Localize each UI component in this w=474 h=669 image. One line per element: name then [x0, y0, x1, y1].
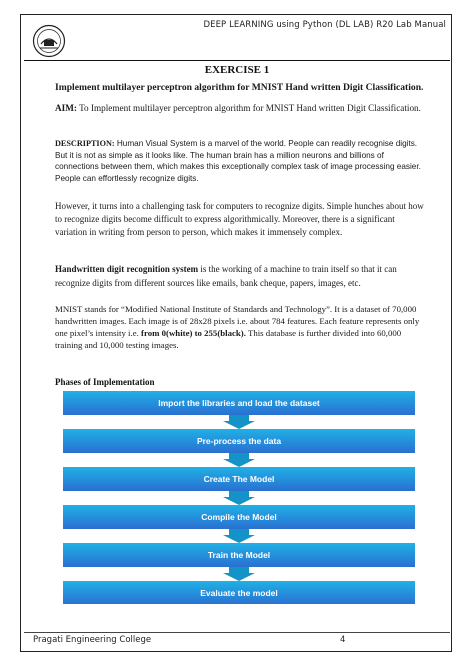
header-rule — [24, 60, 450, 61]
description-label: DESCRIPTION: — [55, 139, 115, 148]
phases-title: Phases of Implementation — [55, 377, 155, 387]
footer-college: Pragati Engineering College — [33, 635, 152, 645]
handwritten-label: Handwritten digit recognition system — [55, 264, 199, 274]
flow-arrow-icon — [223, 491, 255, 505]
flow-step-label: Import the libraries and load the dataset — [158, 398, 320, 408]
flow-arrow-icon — [223, 567, 255, 581]
college-logo-emblem — [32, 24, 66, 58]
handwritten-paragraph — [55, 262, 427, 290]
flow-step-label: Evaluate the model — [200, 588, 278, 598]
however-paragraph: However, it turns into a challenging task for computers to recognize digits. Simple hunches about how to recognize digits become difficult to express algorithmically. Moreover, there is a significant variation in writing from person to person, which makes it immensely complex. — [55, 201, 424, 237]
exercise-heading: Implement multilayer perceptron algorithm for MNIST Hand written Digit Classification. — [55, 82, 424, 93]
flow-step-label: Train the Model — [207, 550, 271, 560]
aim-text: To Implement multilayer perceptron algorithm for MNIST Hand written Digit Classification. — [76, 103, 421, 113]
aim-label: AIM: — [55, 103, 77, 113]
description-paragraph — [55, 138, 427, 184]
mnist-bold-range: from 0(white) to 255(black). — [141, 328, 246, 338]
flow-step-label: Pre-process the data — [196, 436, 282, 446]
manual-header-title: DEEP LEARNING using Python (DL LAB) R20 Lab Manual — [203, 20, 446, 30]
footer-rule — [24, 632, 450, 633]
flow-arrow-icon — [223, 453, 255, 467]
flow-arrow-icon — [223, 529, 255, 543]
mnist-text-1: MNIST stands for “Modified National Institute of Standards and Technology”. It is a dataset of 70,000 handwritten images. Each image is of 28x28 pixels i.e. about 784 features. Each feature represents only one pixel’s intensity i.e. — [55, 304, 420, 338]
flow-step-label: Compile the Model — [201, 512, 277, 522]
flow-step-label: Create The Model — [203, 474, 275, 484]
mnist-text-2: This database is further divided into 60,000 training and 10,000 testing images. — [55, 328, 402, 350]
exercise-title: EXERCISE 1 — [204, 64, 270, 76]
description-text: Human Visual System is a marvel of the world. People can readily recognise digits. But it is not as simple as it looks like. The human brain has a million neurons and billions of connections between them, which makes this exceptionally complex task of image processing easier. People can effortlessly recognize digits. — [55, 139, 421, 183]
footer-page-number: 4 — [340, 635, 346, 645]
aim-paragraph — [55, 102, 427, 115]
flow-arrow-icon — [223, 415, 255, 429]
handwritten-text: is the working of a machine to train itself so that it can recognize digits from different sources like emails, bank cheque, papers, images, etc. — [55, 264, 397, 288]
implementation-flowchart — [58, 389, 420, 604]
mnist-paragraph — [55, 303, 427, 351]
